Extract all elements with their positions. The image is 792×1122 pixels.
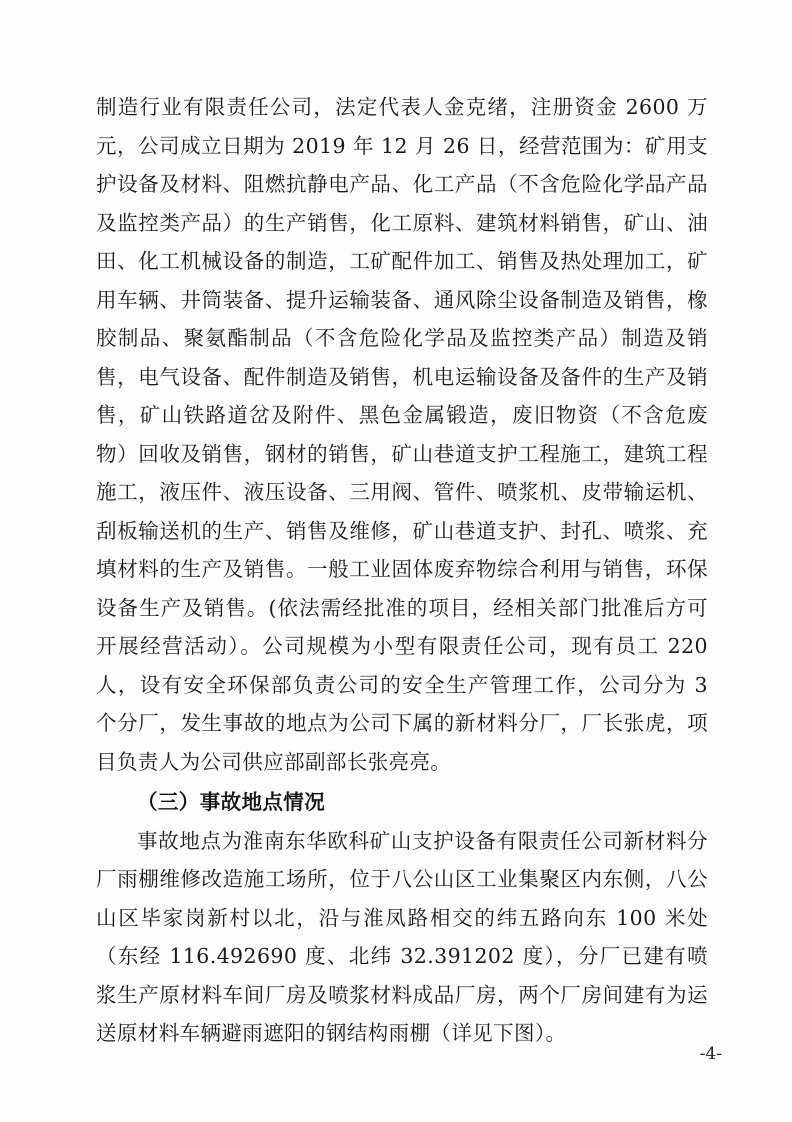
page-content [96, 88, 708, 1053]
section-heading-accident-location: （三）事故地点情况 [137, 790, 326, 814]
paragraph-accident-location: 事故地点为淮南东华欧科矿山支护设备有限责任公司新材料分厂雨棚维修改造施工场所，位于八公山区工业集聚区内东侧，八公山区毕家岗新村以北，沿与淮凤路相交的纬五路向东 100 米处（东经 116.492690 度、北纬 32.391202 度），分厂已建有喷浆生产原材料车间厂房及喷浆材料成品厂房，两个厂房间建有为运送原材料车辆避雨遮阳的钢结构雨棚（详见下图）。 [96, 828, 708, 1045]
paragraph-company-info: 制造行业有限责任公司，法定代表人金克绪，注册资金 2600 万元，公司成立日期为 2019 年 12 月 26 日，经营范围为：矿用支护设备及材料、阻燃抗静电产品、化工产品（不含危险化学品产品及监控类产品）的生产销售，化工原料、建筑材料销售，矿山、油田、化工机械设备的制造，工矿配件加工、销售及热处理加工，矿用车辆、井筒装备、提升运输装备、通风除尘设备制造及销售，橡胶制品、聚氨酯制品（不含危险化学品及监控类产品）制造及销售，电气设备、配件制造及销售，机电运输设备及备件的生产及销售，矿山铁路道岔及附件、黑色金属锻造，废旧物资（不含危废物）回收及销售，钢材的销售，矿山巷道支护工程施工，建筑工程施工，液压件、液压设备、三用阀、管件、喷浆机、皮带输运机、刮板输送机的生产、销售及维修，矿山巷道支护、封孔、喷浆、充填材料的生产及销售。一般工业固体废弃物综合利用与销售，环保设备生产及销售。(依法需经批准的项目，经相关部门批准后方可开展经营活动）。公司规模为小型有限责任公司，现有员工 220 人，设有安全环保部负责公司的安全生产管理工作，公司分为 3 个分厂，发生事故的地点为公司下属的新材料分厂，厂长张虎，项目负责人为公司供应部副部长张亮亮。 [96, 95, 708, 774]
page-number: -4- [699, 1044, 722, 1064]
